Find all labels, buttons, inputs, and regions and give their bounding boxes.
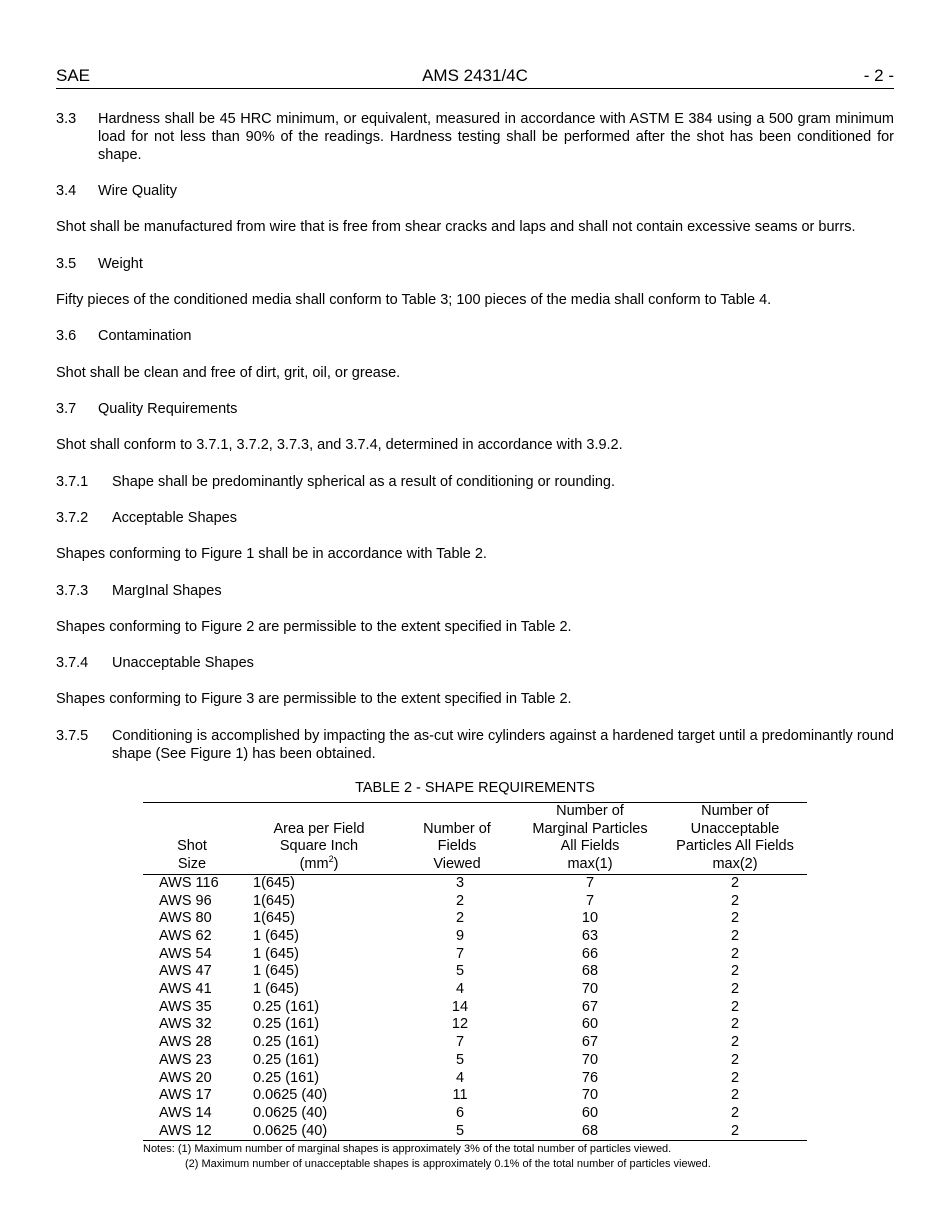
table-row [143,910,807,928]
cell-shot-size: AWS 54 [159,945,212,962]
table-row [143,1087,807,1105]
header-line: Square Inch [279,838,359,855]
header-line: Shot [177,838,207,855]
cell-unacceptable: 2 [730,1122,740,1139]
header-line: (mm [299,856,329,873]
section-title: Quality Requirements [98,401,238,417]
section-title: Acceptable Shapes [112,510,237,526]
section-title: Wire Quality [98,183,177,199]
section-3-7-4-heading [56,654,894,672]
table-row [143,1052,807,1070]
cell-marginal: 67 [581,998,599,1015]
cell-fields-viewed: 14 [451,998,469,1015]
cell-fields-viewed: 12 [451,1016,469,1033]
table-row [143,999,807,1017]
section-3-4-body: Shot shall be manufactured from wire that is free from shear cracks and laps and shall not contain excessive seams or burrs. [56,219,856,235]
cell-marginal: 7 [585,892,595,909]
section-text: Hardness shall be 45 HRC minimum, or equivalent, measured in accordance with ASTM E 384 using a 500 gram minimum load for not less than 90% of the readings. Hardness testing shall be performed after the shot has been conditioned for shape. [98,111,894,163]
cell-area: 0.0625 (40) [253,1104,328,1121]
cell-fields-viewed: 7 [455,1034,465,1051]
cell-unacceptable: 2 [730,1069,740,1086]
header-line: Number of [701,803,769,819]
cell-area: 1 (645) [253,981,299,998]
table-row [143,1070,807,1088]
cell-area: 1 (645) [253,963,299,980]
cell-unacceptable: 2 [730,927,740,944]
page-header [56,66,894,89]
cell-unacceptable: 2 [730,874,740,891]
header-line: Viewed [433,856,481,873]
cell-marginal: 68 [581,1122,599,1139]
cell-shot-size: AWS 32 [159,1016,212,1033]
header-line: Marginal Particles [532,820,648,837]
header-doc-number: AMS 2431/4C [422,66,528,85]
cell-shot-size: AWS 12 [159,1122,212,1139]
cell-fields-viewed: 4 [455,1069,465,1086]
cell-fields-viewed: 2 [455,910,465,927]
note-1: Notes: (1) Maximum number of marginal shapes is approximately 3% of the total number of particles viewed. [143,1143,672,1155]
cell-marginal: 10 [581,910,599,927]
cell-shot-size: AWS 17 [159,1087,212,1104]
cell-area: 0.0625 (40) [253,1122,328,1139]
cell-fields-viewed: 6 [455,1104,465,1121]
header-line: All Fields [560,838,620,855]
cell-area: 1 (645) [253,945,299,962]
header-fields-viewed [397,803,517,875]
cell-unacceptable: 2 [730,892,740,909]
cell-unacceptable: 2 [730,1034,740,1051]
cell-shot-size: AWS 62 [159,927,212,944]
note-2: (2) Maximum number of unacceptable shapes is approximately 0.1% of the total number of particles viewed. [185,1158,711,1170]
section-title: Contamination [98,328,192,344]
cell-area: 0.25 (161) [253,1034,320,1051]
table-row [143,893,807,911]
cell-unacceptable: 2 [730,1051,740,1068]
table-row [143,928,807,946]
cell-unacceptable: 2 [730,1104,740,1121]
header-unacceptable-particles [663,803,807,875]
section-title: Weight [98,256,143,272]
cell-unacceptable: 2 [730,963,740,980]
section-number: 3.7.1 [56,474,89,490]
table-body [143,874,807,1141]
table-row [143,963,807,981]
header-line: Unacceptable [690,820,780,837]
cell-marginal: 60 [581,1104,599,1121]
section-text: Shape shall be predominantly spherical as a result of conditioning or rounding. [112,474,615,490]
section-number: 3.7.3 [56,583,89,599]
cell-area: 1(645) [253,874,295,891]
cell-marginal: 70 [581,1087,599,1104]
section-number: 3.4 [56,183,77,199]
section-3-7-heading [56,400,894,418]
header-org: SAE [56,66,91,85]
section-3-3 [56,110,894,166]
section-3-7-body: Shot shall conform to 3.7.1, 3.7.2, 3.7.3, and 3.7.4, determined in accordance with 3.9.2. [56,437,623,453]
cell-shot-size: AWS 28 [159,1034,212,1051]
table-row [143,874,807,892]
table-row [143,946,807,964]
cell-area: 0.25 (161) [253,1051,320,1068]
section-number: 3.6 [56,328,77,344]
table-header-row [143,803,807,875]
cell-area: 1 (645) [253,927,299,944]
cell-area: 0.0625 (40) [253,1087,328,1104]
cell-area: 1(645) [253,910,295,927]
table-row [143,981,807,999]
section-3-6-heading [56,327,894,345]
cell-marginal: 60 [581,1016,599,1033]
header-line: Particles All Fields [676,838,794,855]
cell-unacceptable: 2 [730,998,740,1015]
table-row [143,1034,807,1052]
cell-marginal: 67 [581,1034,599,1051]
cell-fields-viewed: 3 [455,874,465,891]
header-line: Size [177,856,207,873]
cell-fields-viewed: 11 [452,1087,468,1104]
cell-marginal: 66 [581,945,599,962]
section-3-5-heading [56,255,894,273]
section-text: Conditioning is accomplished by impacting the as-cut wire cylinders against a hardened target until a predominantly round shape (See Figure 1) has been obtained. [112,728,894,762]
cell-marginal: 70 [581,1051,599,1068]
section-3-4-heading [56,182,894,200]
shape-requirements-table [143,802,807,1141]
cell-fields-viewed: 9 [455,927,465,944]
cell-fields-viewed: 5 [455,1051,465,1068]
cell-area: 0.25 (161) [253,998,320,1015]
cell-fields-viewed: 5 [455,963,465,980]
cell-fields-viewed: 2 [455,892,465,909]
cell-unacceptable: 2 [730,945,740,962]
header-marginal-particles [517,803,663,875]
section-number: 3.7.2 [56,510,89,526]
cell-shot-size: AWS 23 [159,1051,212,1068]
section-number: 3.5 [56,256,77,272]
cell-shot-size: AWS 20 [159,1069,212,1086]
section-number: 3.7 [56,401,77,417]
header-line: Number of [556,803,624,819]
cell-marginal: 63 [581,927,599,944]
cell-shot-size: AWS 35 [159,998,212,1015]
cell-marginal: 7 [585,874,595,891]
section-3-7-3-heading [56,582,894,600]
header-line: Area per Field [273,820,365,837]
cell-area: 0.25 (161) [253,1069,320,1086]
section-3-7-3-body: Shapes conforming to Figure 2 are permissible to the extent specified in Table 2. [56,619,572,635]
table-row [143,1123,807,1141]
section-3-7-5 [56,727,894,763]
table-caption: TABLE 2 - SHAPE REQUIREMENTS [355,780,595,796]
header-page-number: - 2 - [863,66,894,85]
section-3-6-body: Shot shall be clean and free of dirt, grit, oil, or grease. [56,365,401,381]
table-row [143,1105,807,1123]
cell-shot-size: AWS 14 [159,1104,212,1121]
section-3-7-2-body: Shapes conforming to Figure 1 shall be in accordance with Table 2. [56,546,487,562]
cell-fields-viewed: 7 [455,945,465,962]
cell-marginal: 70 [581,981,599,998]
cell-shot-size: AWS 116 [159,874,219,891]
section-title: Unacceptable Shapes [112,655,254,671]
cell-shot-size: AWS 41 [159,981,212,998]
cell-area: 1(645) [253,892,295,909]
cell-unacceptable: 2 [730,1016,740,1033]
cell-unacceptable: 2 [730,1087,740,1104]
section-3-7-4-body: Shapes conforming to Figure 3 are permissible to the extent specified in Table 2. [56,691,572,707]
section-3-5-body: Fifty pieces of the conditioned media shall conform to Table 3; 100 pieces of the media shall conform to Table 4. [56,292,772,308]
cell-marginal: 76 [581,1069,599,1086]
header-line: Number of [423,820,491,837]
header-line: max(1) [567,856,613,873]
section-title: MargInal Shapes [112,583,222,599]
header-line: Fields [437,838,477,855]
cell-marginal: 68 [581,963,599,980]
cell-unacceptable: 2 [730,910,740,927]
section-3-7-1 [56,473,894,491]
table-row [143,1016,807,1034]
header-shot-size [143,803,241,875]
cell-fields-viewed: 4 [455,981,465,998]
cell-area: 0.25 (161) [253,1016,320,1033]
cell-unacceptable: 2 [730,981,740,998]
header-line: max(2) [712,856,758,873]
cell-shot-size: AWS 47 [159,963,212,980]
cell-shot-size: AWS 80 [159,910,212,927]
section-number: 3.3 [56,111,77,127]
header-superscript: 2 [328,854,334,865]
section-number: 3.7.5 [56,728,89,744]
header-line: ) [333,856,339,873]
section-number: 3.7.4 [56,655,89,671]
cell-fields-viewed: 5 [455,1122,465,1139]
header-area-per-field [241,803,397,875]
section-3-7-2-heading [56,509,894,527]
cell-shot-size: AWS 96 [159,892,212,909]
